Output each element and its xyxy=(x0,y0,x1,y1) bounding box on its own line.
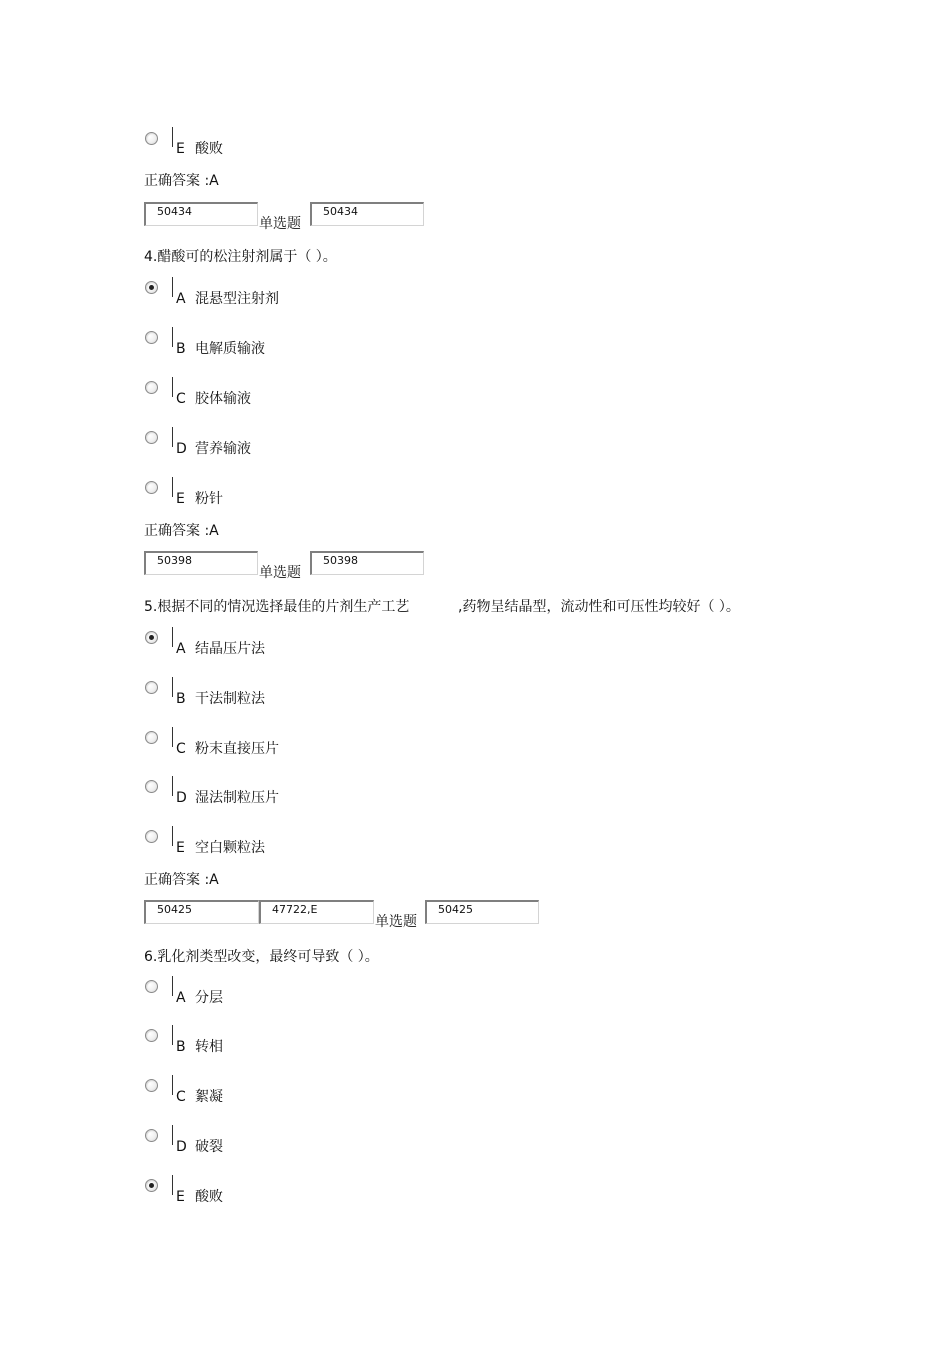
option-divider xyxy=(172,477,173,497)
option-text: 分层 xyxy=(195,990,223,1006)
option-label xyxy=(176,138,223,158)
option-text: 结晶压片法 xyxy=(195,641,265,657)
option-divider xyxy=(172,127,173,147)
q5-radio-c[interactable] xyxy=(145,731,158,744)
option-text: 胶体输液 xyxy=(195,391,251,407)
option-divider xyxy=(172,776,173,796)
option-divider xyxy=(172,627,173,647)
option-text: 湿法制粒压片 xyxy=(195,790,279,806)
option-text: 营养输液 xyxy=(195,441,251,457)
option-label xyxy=(176,288,279,308)
q4-correct-answer: 正确答案 :A xyxy=(144,523,219,539)
option-label xyxy=(176,1086,223,1106)
q6-radio-b[interactable] xyxy=(145,1029,158,1042)
option-divider xyxy=(172,327,173,347)
option-letter: A xyxy=(176,641,186,657)
option-divider xyxy=(172,1125,173,1145)
q6-title: 6.乳化剂类型改变，最终可导致（ ）。 xyxy=(144,949,379,965)
option-letter: C xyxy=(176,741,186,757)
option-text: 粉针 xyxy=(195,491,223,507)
q6-radio-a[interactable] xyxy=(145,980,158,993)
option-label xyxy=(176,688,265,708)
q5-radio-e[interactable] xyxy=(145,830,158,843)
option-label xyxy=(176,388,251,408)
option-letter: E xyxy=(176,1189,185,1205)
option-letter: B xyxy=(176,1039,186,1055)
q4-radio-b[interactable] xyxy=(145,331,158,344)
q3-radio-e[interactable] xyxy=(145,132,158,145)
option-text: 干法制粒法 xyxy=(195,691,265,707)
option-letter: D xyxy=(176,441,187,457)
option-divider xyxy=(172,727,173,747)
option-text: 粉末直接压片 xyxy=(195,741,279,757)
q4-radio-e[interactable] xyxy=(145,481,158,494)
q6-radio-d[interactable] xyxy=(145,1129,158,1142)
q6-radio-c[interactable] xyxy=(145,1079,158,1092)
q5-user-answer-field[interactable]: 47722,E xyxy=(259,900,374,924)
q4-answer-field[interactable]: 50398 xyxy=(310,551,424,575)
option-label xyxy=(176,338,265,358)
option-divider xyxy=(172,826,173,846)
q4-radio-d[interactable] xyxy=(145,431,158,444)
option-label xyxy=(176,1136,223,1156)
option-text: 酸败 xyxy=(195,141,223,157)
option-label xyxy=(176,987,223,1007)
option-divider xyxy=(172,277,173,297)
option-letter: C xyxy=(176,391,186,407)
option-divider xyxy=(172,976,173,996)
q5-id-field[interactable]: 50425 xyxy=(144,900,259,924)
q5-correct-answer: 正确答案 :A xyxy=(144,872,219,888)
option-label xyxy=(176,638,265,658)
option-label xyxy=(176,438,251,458)
option-label xyxy=(176,488,223,508)
option-letter: E xyxy=(176,840,185,856)
option-letter: E xyxy=(176,491,185,507)
q5-radio-d[interactable] xyxy=(145,780,158,793)
option-text: 电解质输液 xyxy=(195,341,265,357)
q5-title-part1: 5.根据不同的情况选择最佳的片剂生产工艺 xyxy=(144,599,410,615)
option-text: 转相 xyxy=(195,1039,223,1055)
option-divider xyxy=(172,1075,173,1095)
option-divider xyxy=(172,1175,173,1195)
q4-type-label: 单选题 xyxy=(259,565,301,581)
q5-type-label: 单选题 xyxy=(375,914,417,930)
option-letter: A xyxy=(176,990,186,1006)
option-label xyxy=(176,1186,223,1206)
option-text: 空白颗粒法 xyxy=(195,840,265,856)
q3-id-field[interactable]: 50434 xyxy=(144,202,258,226)
q3-correct-answer: 正确答案 :A xyxy=(144,173,219,189)
option-letter: C xyxy=(176,1089,186,1105)
option-letter: B xyxy=(176,341,186,357)
q3-type-label: 单选题 xyxy=(259,216,301,232)
option-letter: E xyxy=(176,141,185,157)
option-letter: D xyxy=(176,1139,187,1155)
option-letter: A xyxy=(176,291,186,307)
option-divider xyxy=(172,427,173,447)
q5-radio-a[interactable] xyxy=(145,631,158,644)
option-divider xyxy=(172,677,173,697)
option-letter: D xyxy=(176,790,187,806)
q4-radio-a[interactable] xyxy=(145,281,158,294)
option-divider xyxy=(172,377,173,397)
option-label xyxy=(176,738,279,758)
option-divider xyxy=(172,1025,173,1045)
q4-radio-c[interactable] xyxy=(145,381,158,394)
q4-title: 4.醋酸可的松注射剂属于（ ）。 xyxy=(144,249,337,265)
q5-radio-b[interactable] xyxy=(145,681,158,694)
q5-answer-field[interactable]: 50425 xyxy=(425,900,539,924)
q5-title-part2: ,药物呈结晶型，流动性和可压性均较好（ ）。 xyxy=(458,599,740,615)
option-text: 破裂 xyxy=(195,1139,223,1155)
q4-id-field[interactable]: 50398 xyxy=(144,551,258,575)
option-text: 酸败 xyxy=(195,1189,223,1205)
q6-radio-e[interactable] xyxy=(145,1179,158,1192)
option-letter: B xyxy=(176,691,186,707)
option-text: 絮凝 xyxy=(195,1089,223,1105)
option-label xyxy=(176,837,265,857)
q5-title xyxy=(144,596,740,616)
q3-answer-field[interactable]: 50434 xyxy=(310,202,424,226)
option-label xyxy=(176,787,279,807)
option-label xyxy=(176,1036,223,1056)
option-text: 混悬型注射剂 xyxy=(195,291,279,307)
